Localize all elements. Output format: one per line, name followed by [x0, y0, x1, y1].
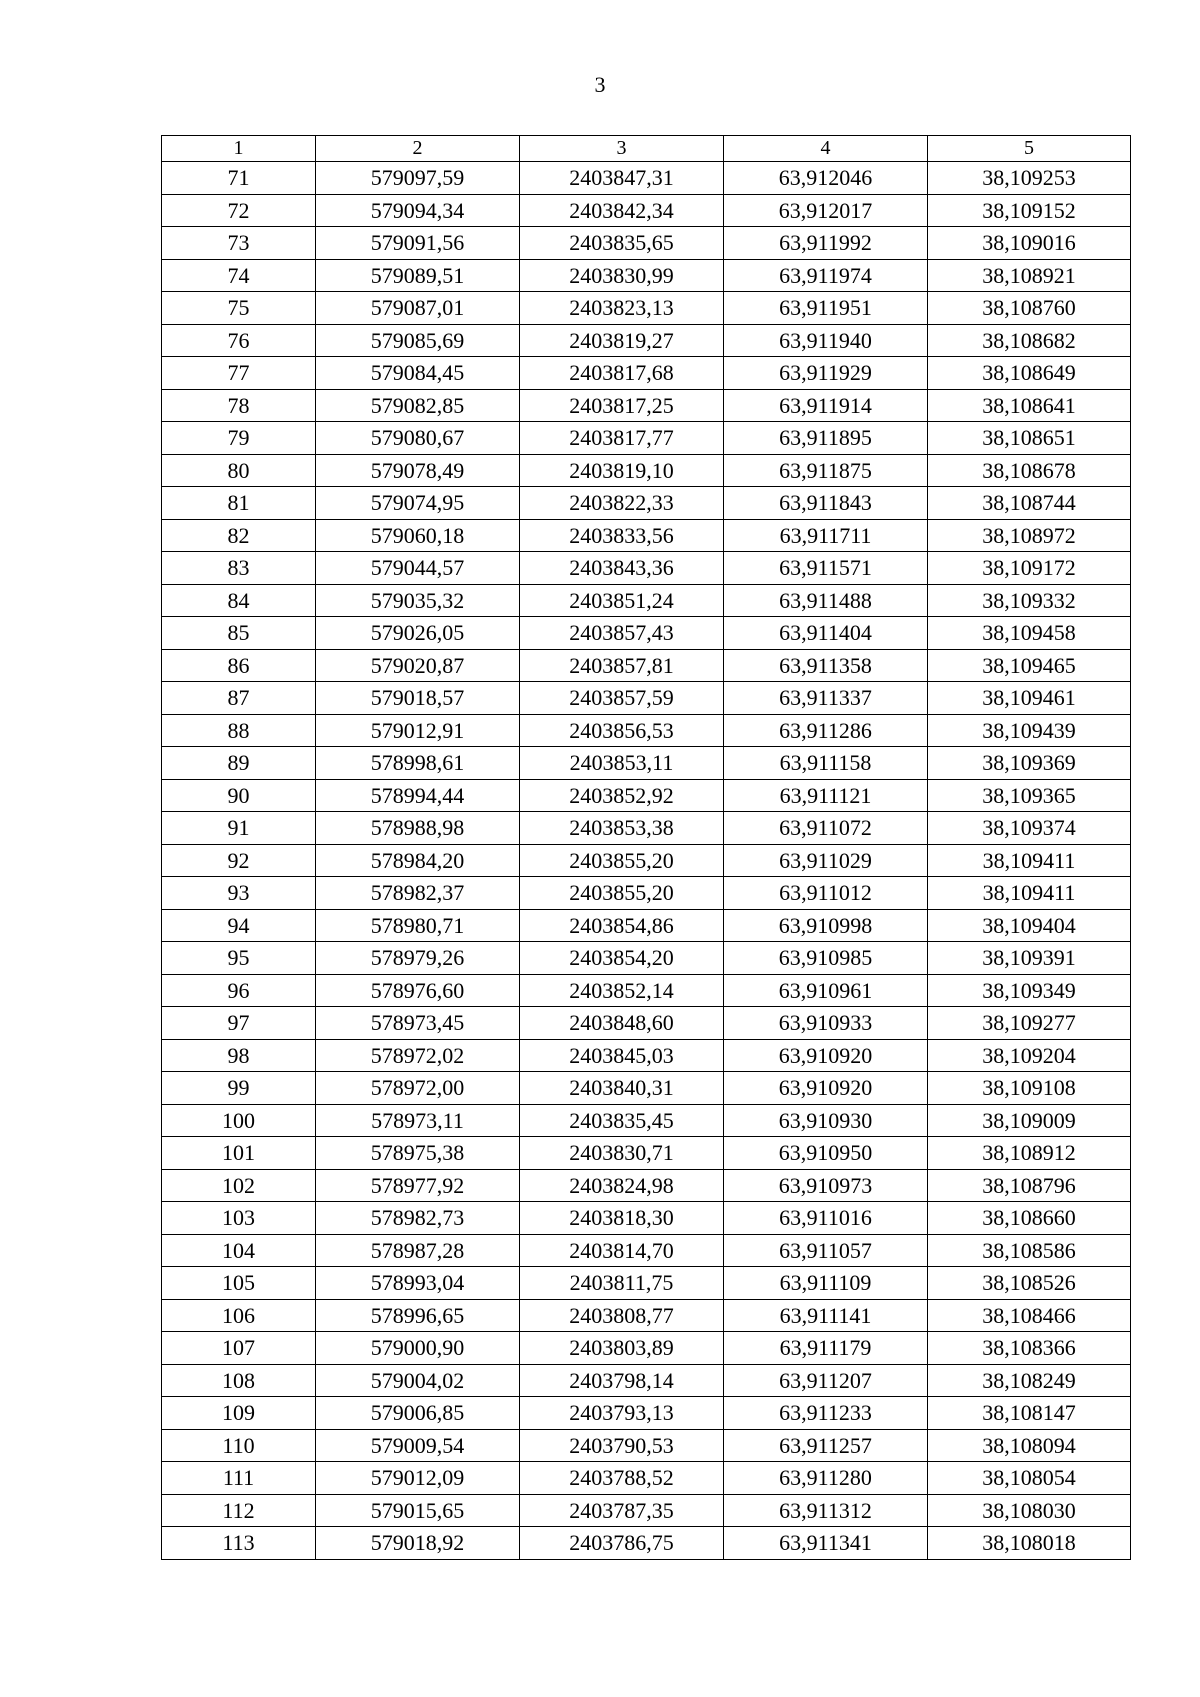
table-cell-col-2: 578979,26: [316, 942, 520, 975]
table-cell-col-4: 63,911951: [724, 292, 928, 325]
table-cell-col-1: 84: [162, 584, 316, 617]
table-cell-col-3: 2403847,31: [520, 162, 724, 195]
table-cell-col-5: 38,109172: [928, 552, 1131, 585]
table-cell-col-5: 38,108649: [928, 357, 1131, 390]
table-cell-col-5: 38,108682: [928, 324, 1131, 357]
table-cell-col-2: 579074,95: [316, 487, 520, 520]
table-cell-col-1: 99: [162, 1072, 316, 1105]
table-cell-col-1: 75: [162, 292, 316, 325]
table-cell-col-2: 578998,61: [316, 747, 520, 780]
table-row: [162, 292, 1131, 325]
table-cell-col-5: 38,108586: [928, 1234, 1131, 1267]
table-cell-col-1: 80: [162, 454, 316, 487]
table-cell-col-3: 2403808,77: [520, 1299, 724, 1332]
table-cell-col-4: 63,911179: [724, 1332, 928, 1365]
table-cell-col-3: 2403845,03: [520, 1039, 724, 1072]
table-cell-col-1: 106: [162, 1299, 316, 1332]
table-cell-col-4: 63,911488: [724, 584, 928, 617]
column-header-5: 5: [928, 136, 1131, 162]
table-cell-col-3: 2403852,92: [520, 779, 724, 812]
table-cell-col-1: 82: [162, 519, 316, 552]
table-row: [162, 1462, 1131, 1495]
table-cell-col-5: 38,108651: [928, 422, 1131, 455]
table-cell-col-1: 85: [162, 617, 316, 650]
table-row: [162, 324, 1131, 357]
table-cell-col-3: 2403824,98: [520, 1169, 724, 1202]
table-cell-col-4: 63,912046: [724, 162, 928, 195]
column-header-3: 3: [520, 136, 724, 162]
table-row: [162, 1267, 1131, 1300]
table-cell-col-1: 113: [162, 1527, 316, 1560]
table-cell-col-5: 38,108030: [928, 1494, 1131, 1527]
table-cell-col-2: 578980,71: [316, 909, 520, 942]
table-row: [162, 454, 1131, 487]
table-cell-col-4: 63,911141: [724, 1299, 928, 1332]
table-cell-col-1: 96: [162, 974, 316, 1007]
table-body: [162, 162, 1131, 1560]
table-cell-col-3: 2403817,68: [520, 357, 724, 390]
table-cell-col-4: 63,911940: [724, 324, 928, 357]
table-cell-col-2: 579094,34: [316, 194, 520, 227]
table-cell-col-4: 63,911929: [724, 357, 928, 390]
table-row: [162, 1494, 1131, 1527]
table-cell-col-4: 63,911312: [724, 1494, 928, 1527]
table-row: [162, 1202, 1131, 1235]
table-cell-col-3: 2403853,38: [520, 812, 724, 845]
table-cell-col-5: 38,109458: [928, 617, 1131, 650]
table-cell-col-2: 579000,90: [316, 1332, 520, 1365]
table-cell-col-2: 578982,37: [316, 877, 520, 910]
table-cell-col-4: 63,911875: [724, 454, 928, 487]
table-cell-col-1: 94: [162, 909, 316, 942]
table-cell-col-3: 2403819,27: [520, 324, 724, 357]
table-cell-col-3: 2403817,25: [520, 389, 724, 422]
table-cell-col-3: 2403857,43: [520, 617, 724, 650]
table-cell-col-3: 2403822,33: [520, 487, 724, 520]
table-cell-col-2: 578975,38: [316, 1137, 520, 1170]
table-row: [162, 909, 1131, 942]
table-cell-col-4: 63,911057: [724, 1234, 928, 1267]
table-cell-col-5: 38,109465: [928, 649, 1131, 682]
table-cell-col-5: 38,109374: [928, 812, 1131, 845]
table-cell-col-5: 38,108972: [928, 519, 1131, 552]
table-cell-col-5: 38,109277: [928, 1007, 1131, 1040]
table-row: [162, 942, 1131, 975]
table-row: [162, 1137, 1131, 1170]
table-cell-col-2: 579085,69: [316, 324, 520, 357]
table-cell-col-1: 88: [162, 714, 316, 747]
table-cell-col-1: 90: [162, 779, 316, 812]
table-row: [162, 389, 1131, 422]
table-cell-col-4: 63,911029: [724, 844, 928, 877]
table-cell-col-2: 579018,57: [316, 682, 520, 715]
table-cell-col-4: 63,910985: [724, 942, 928, 975]
table-cell-col-4: 63,910920: [724, 1039, 928, 1072]
page-number: 3: [594, 72, 606, 97]
table-cell-col-1: 102: [162, 1169, 316, 1202]
table-cell-col-4: 63,911711: [724, 519, 928, 552]
table-cell-col-2: 579012,09: [316, 1462, 520, 1495]
table-cell-col-4: 63,911207: [724, 1364, 928, 1397]
table-cell-col-2: 578984,20: [316, 844, 520, 877]
table-cell-col-4: 63,910950: [724, 1137, 928, 1170]
table-cell-col-4: 63,911158: [724, 747, 928, 780]
table-cell-col-4: 63,910933: [724, 1007, 928, 1040]
table-cell-col-5: 38,109411: [928, 844, 1131, 877]
table-cell-col-3: 2403854,20: [520, 942, 724, 975]
table-cell-col-1: 71: [162, 162, 316, 195]
table-cell-col-2: 579084,45: [316, 357, 520, 390]
table-cell-col-4: 63,911914: [724, 389, 928, 422]
table-cell-col-4: 63,912017: [724, 194, 928, 227]
table-cell-col-5: 38,109369: [928, 747, 1131, 780]
table-cell-col-4: 63,910973: [724, 1169, 928, 1202]
table-cell-col-1: 74: [162, 259, 316, 292]
table-cell-col-5: 38,108366: [928, 1332, 1131, 1365]
table-row: [162, 1429, 1131, 1462]
table-row: [162, 259, 1131, 292]
table-cell-col-5: 38,109108: [928, 1072, 1131, 1105]
table-row: [162, 1397, 1131, 1430]
table-cell-col-4: 63,911072: [724, 812, 928, 845]
table-cell-col-5: 38,108641: [928, 389, 1131, 422]
table-cell-col-5: 38,109332: [928, 584, 1131, 617]
table-row: [162, 844, 1131, 877]
table-cell-col-2: 579078,49: [316, 454, 520, 487]
table-cell-col-5: 38,108760: [928, 292, 1131, 325]
table-cell-col-3: 2403787,35: [520, 1494, 724, 1527]
table-row: [162, 877, 1131, 910]
table-cell-col-3: 2403817,77: [520, 422, 724, 455]
table-cell-col-5: 38,109461: [928, 682, 1131, 715]
table-cell-col-4: 63,911012: [724, 877, 928, 910]
table-cell-col-5: 38,109349: [928, 974, 1131, 1007]
table-cell-col-3: 2403818,30: [520, 1202, 724, 1235]
table-cell-col-3: 2403798,14: [520, 1364, 724, 1397]
table-cell-col-4: 63,911109: [724, 1267, 928, 1300]
table-cell-col-1: 79: [162, 422, 316, 455]
table-cell-col-5: 38,108147: [928, 1397, 1131, 1430]
table-row: [162, 1007, 1131, 1040]
table-cell-col-2: 579097,59: [316, 162, 520, 195]
table-cell-col-1: 112: [162, 1494, 316, 1527]
table-cell-col-5: 38,109411: [928, 877, 1131, 910]
table-cell-col-5: 38,108912: [928, 1137, 1131, 1170]
table-cell-col-3: 2403843,36: [520, 552, 724, 585]
table-cell-col-2: 579015,65: [316, 1494, 520, 1527]
table-cell-col-3: 2403793,13: [520, 1397, 724, 1430]
table-cell-col-4: 63,911571: [724, 552, 928, 585]
table-cell-col-2: 578977,92: [316, 1169, 520, 1202]
table-cell-col-2: 578988,98: [316, 812, 520, 845]
table-cell-col-2: 579060,18: [316, 519, 520, 552]
table-cell-col-2: 579035,32: [316, 584, 520, 617]
table-row: [162, 974, 1131, 1007]
table-cell-col-4: 63,911016: [724, 1202, 928, 1235]
table-cell-col-3: 2403786,75: [520, 1527, 724, 1560]
table-cell-col-5: 38,109253: [928, 162, 1131, 195]
table-cell-col-4: 63,911280: [724, 1462, 928, 1495]
table-cell-col-1: 76: [162, 324, 316, 357]
table-cell-col-4: 63,911992: [724, 227, 928, 260]
table-cell-col-4: 63,911286: [724, 714, 928, 747]
table-cell-col-2: 579009,54: [316, 1429, 520, 1462]
table-cell-col-2: 579091,56: [316, 227, 520, 260]
table-cell-col-2: 578987,28: [316, 1234, 520, 1267]
table-cell-col-2: 579004,02: [316, 1364, 520, 1397]
column-header-4: 4: [724, 136, 928, 162]
table-cell-col-5: 38,108094: [928, 1429, 1131, 1462]
table-cell-col-2: 579020,87: [316, 649, 520, 682]
table-cell-col-2: 579006,85: [316, 1397, 520, 1430]
table-cell-col-2: 578973,45: [316, 1007, 520, 1040]
table-cell-col-3: 2403848,60: [520, 1007, 724, 1040]
table-row: [162, 1169, 1131, 1202]
table-cell-col-4: 63,911895: [724, 422, 928, 455]
table-cell-col-2: 578976,60: [316, 974, 520, 1007]
table-row: [162, 1072, 1131, 1105]
table-row: [162, 1299, 1131, 1332]
table-cell-col-1: 98: [162, 1039, 316, 1072]
table-cell-col-3: 2403857,59: [520, 682, 724, 715]
table-cell-col-5: 38,109016: [928, 227, 1131, 260]
table-cell-col-1: 109: [162, 1397, 316, 1430]
table-cell-col-3: 2403835,45: [520, 1104, 724, 1137]
table-cell-col-4: 63,910920: [724, 1072, 928, 1105]
table-row: [162, 779, 1131, 812]
table-cell-col-1: 105: [162, 1267, 316, 1300]
table-cell-col-3: 2403814,70: [520, 1234, 724, 1267]
table-row: [162, 487, 1131, 520]
table-cell-col-5: 38,108678: [928, 454, 1131, 487]
table-cell-col-1: 93: [162, 877, 316, 910]
table-cell-col-1: 103: [162, 1202, 316, 1235]
table-cell-col-3: 2403853,11: [520, 747, 724, 780]
table-row: [162, 227, 1131, 260]
table-cell-col-4: 63,911404: [724, 617, 928, 650]
table-cell-col-5: 38,108249: [928, 1364, 1131, 1397]
table-cell-col-2: 578972,02: [316, 1039, 520, 1072]
table-cell-col-1: 83: [162, 552, 316, 585]
table-cell-col-1: 87: [162, 682, 316, 715]
table-cell-col-4: 63,911337: [724, 682, 928, 715]
table-cell-col-3: 2403788,52: [520, 1462, 724, 1495]
table-cell-col-4: 63,911974: [724, 259, 928, 292]
table-cell-col-3: 2403851,24: [520, 584, 724, 617]
table-cell-col-5: 38,108744: [928, 487, 1131, 520]
table-row: [162, 422, 1131, 455]
table-cell-col-5: 38,109204: [928, 1039, 1131, 1072]
table-cell-col-3: 2403854,86: [520, 909, 724, 942]
table-cell-col-5: 38,109009: [928, 1104, 1131, 1137]
table-cell-col-5: 38,108921: [928, 259, 1131, 292]
coordinates-table: [161, 135, 1131, 1560]
table-row: [162, 162, 1131, 195]
table-cell-col-1: 73: [162, 227, 316, 260]
table-cell-col-3: 2403823,13: [520, 292, 724, 325]
table-row: [162, 1039, 1131, 1072]
table-cell-col-2: 578996,65: [316, 1299, 520, 1332]
table-cell-col-2: 579044,57: [316, 552, 520, 585]
table-cell-col-3: 2403830,71: [520, 1137, 724, 1170]
table-cell-col-3: 2403852,14: [520, 974, 724, 1007]
table-cell-col-4: 63,910961: [724, 974, 928, 1007]
table-cell-col-1: 101: [162, 1137, 316, 1170]
table-cell-col-1: 81: [162, 487, 316, 520]
column-header-1: 1: [162, 136, 316, 162]
table-cell-col-1: 86: [162, 649, 316, 682]
table-cell-col-2: 578973,11: [316, 1104, 520, 1137]
table-cell-col-3: 2403790,53: [520, 1429, 724, 1462]
table-cell-col-5: 38,109404: [928, 909, 1131, 942]
table-row: [162, 552, 1131, 585]
table-cell-col-2: 579087,01: [316, 292, 520, 325]
table-row: [162, 747, 1131, 780]
table-cell-col-5: 38,108466: [928, 1299, 1131, 1332]
table-cell-col-2: 579012,91: [316, 714, 520, 747]
table-cell-col-1: 107: [162, 1332, 316, 1365]
table-row: [162, 812, 1131, 845]
table-cell-col-3: 2403803,89: [520, 1332, 724, 1365]
table-cell-col-3: 2403840,31: [520, 1072, 724, 1105]
table-cell-col-1: 104: [162, 1234, 316, 1267]
table-cell-col-4: 63,911233: [724, 1397, 928, 1430]
table-cell-col-4: 63,910998: [724, 909, 928, 942]
table-cell-col-5: 38,108796: [928, 1169, 1131, 1202]
table-cell-col-5: 38,109152: [928, 194, 1131, 227]
table-cell-col-3: 2403842,34: [520, 194, 724, 227]
table-cell-col-1: 89: [162, 747, 316, 780]
table-cell-col-5: 38,108526: [928, 1267, 1131, 1300]
table-cell-col-5: 38,108054: [928, 1462, 1131, 1495]
table-row: [162, 1364, 1131, 1397]
table-row: [162, 649, 1131, 682]
table-cell-col-2: 579080,67: [316, 422, 520, 455]
table-cell-col-4: 63,911358: [724, 649, 928, 682]
header-row: [162, 136, 1131, 162]
table-cell-col-1: 110: [162, 1429, 316, 1462]
table-row: [162, 617, 1131, 650]
table-cell-col-1: 108: [162, 1364, 316, 1397]
table-cell-col-1: 77: [162, 357, 316, 390]
table-row: [162, 357, 1131, 390]
column-header-2: 2: [316, 136, 520, 162]
table-cell-col-2: 578994,44: [316, 779, 520, 812]
table-cell-col-3: 2403830,99: [520, 259, 724, 292]
table-cell-col-2: 578972,00: [316, 1072, 520, 1105]
table-cell-col-2: 578982,73: [316, 1202, 520, 1235]
table-cell-col-1: 95: [162, 942, 316, 975]
table-cell-col-1: 100: [162, 1104, 316, 1137]
table-cell-col-1: 72: [162, 194, 316, 227]
table-cell-col-5: 38,109365: [928, 779, 1131, 812]
table-cell-col-4: 63,910930: [724, 1104, 928, 1137]
table-cell-col-5: 38,109391: [928, 942, 1131, 975]
table-cell-col-3: 2403811,75: [520, 1267, 724, 1300]
table-cell-col-4: 63,911121: [724, 779, 928, 812]
table-cell-col-3: 2403835,65: [520, 227, 724, 260]
table-cell-col-3: 2403855,20: [520, 877, 724, 910]
table-row: [162, 519, 1131, 552]
table-cell-col-1: 111: [162, 1462, 316, 1495]
table-row: [162, 714, 1131, 747]
table-cell-col-3: 2403855,20: [520, 844, 724, 877]
table-cell-col-5: 38,109439: [928, 714, 1131, 747]
table-cell-col-5: 38,108018: [928, 1527, 1131, 1560]
table-cell-col-5: 38,108660: [928, 1202, 1131, 1235]
table-cell-col-1: 78: [162, 389, 316, 422]
table-cell-col-2: 579082,85: [316, 389, 520, 422]
table-cell-col-4: 63,911257: [724, 1429, 928, 1462]
table-row: [162, 1332, 1131, 1365]
table-cell-col-3: 2403819,10: [520, 454, 724, 487]
table-header: [162, 136, 1131, 162]
table-cell-col-1: 97: [162, 1007, 316, 1040]
table-cell-col-4: 63,911341: [724, 1527, 928, 1560]
table-cell-col-3: 2403857,81: [520, 649, 724, 682]
table-cell-col-2: 579089,51: [316, 259, 520, 292]
table-row: [162, 1234, 1131, 1267]
table-cell-col-4: 63,911843: [724, 487, 928, 520]
table-cell-col-1: 92: [162, 844, 316, 877]
table-cell-col-1: 91: [162, 812, 316, 845]
table-cell-col-2: 578993,04: [316, 1267, 520, 1300]
table-row: [162, 584, 1131, 617]
table-cell-col-2: 579026,05: [316, 617, 520, 650]
table-cell-col-2: 579018,92: [316, 1527, 520, 1560]
table-cell-col-3: 2403856,53: [520, 714, 724, 747]
table-row: [162, 1104, 1131, 1137]
table-row: [162, 682, 1131, 715]
table-row: [162, 194, 1131, 227]
table-row: [162, 1527, 1131, 1560]
table-cell-col-3: 2403833,56: [520, 519, 724, 552]
